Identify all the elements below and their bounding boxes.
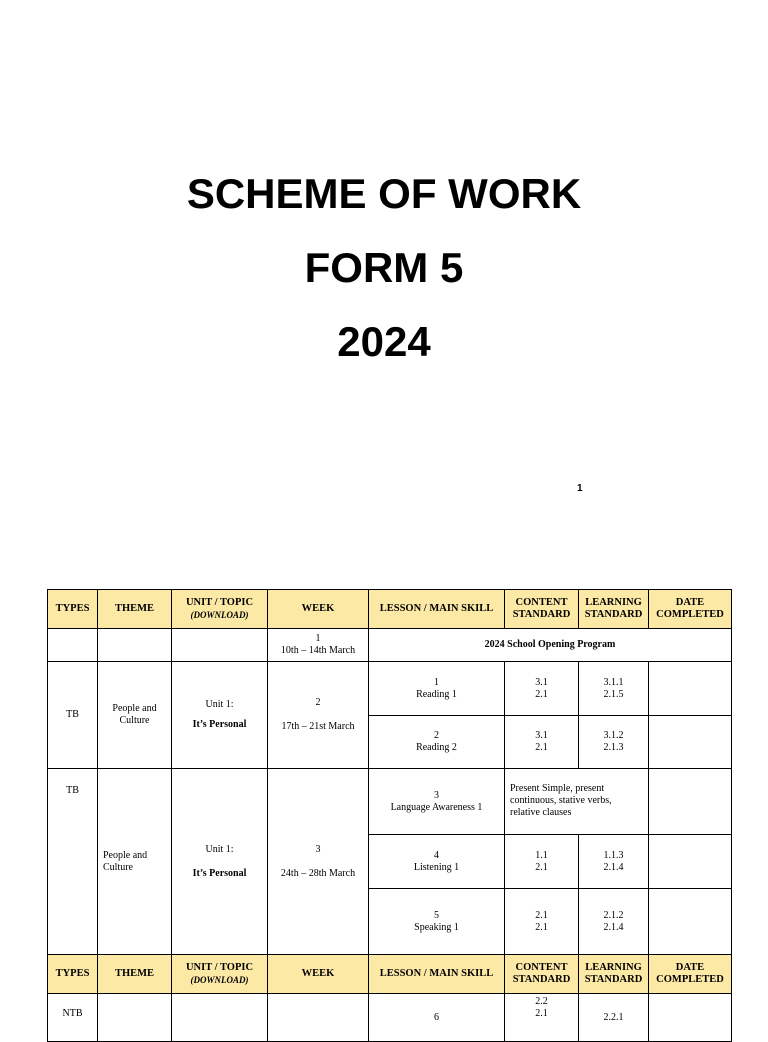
lesson-cell — [369, 835, 505, 889]
lesson-number: 5 — [434, 909, 439, 921]
header-date-line-2: COMPLETED — [656, 609, 724, 620]
learning-standard-cell — [579, 662, 649, 716]
header-content-standard — [505, 590, 579, 629]
content-standard-cell — [505, 835, 579, 889]
learning-standard-cell — [579, 889, 649, 955]
content-standard-value: 2.1 — [535, 921, 548, 933]
page-number: 1 — [577, 483, 583, 494]
week-dates: 10th – 14th March — [280, 645, 356, 656]
document-title-line-3: 2024 — [337, 318, 431, 365]
content-standard-value: 3.1 — [535, 676, 548, 688]
week-number: 3 — [315, 843, 321, 855]
theme-cell — [98, 769, 172, 955]
lesson-number: 1 — [434, 676, 439, 688]
language-focus-line: Present Simple, present — [510, 783, 605, 794]
language-focus-cell — [505, 769, 649, 835]
date-completed-cell[interactable] — [649, 716, 732, 769]
content-standard-cell — [505, 994, 579, 1042]
lesson-cell — [369, 662, 505, 716]
content-standard-value: 2.1 — [535, 861, 548, 873]
content-standard-cell — [505, 662, 579, 716]
lesson-number: 6 — [369, 994, 505, 1042]
header-download-label: (DOWNLOAD) — [190, 610, 249, 620]
cell-empty — [48, 629, 98, 662]
learning-standard-value: 3.1.2 — [603, 730, 624, 741]
content-standard-value: 2.2 — [535, 996, 548, 1007]
type-cell: NTB — [48, 994, 98, 1042]
week-cell — [268, 629, 369, 662]
cell-empty — [172, 629, 268, 662]
learning-standard-cell — [579, 835, 649, 889]
header-learning-line-1: LEARNING — [585, 597, 642, 608]
header-learning-line-1: LEARNING — [585, 962, 642, 973]
header-types: TYPES — [48, 955, 98, 994]
table-header-row — [48, 955, 732, 994]
lesson-number: 2 — [434, 730, 439, 741]
date-completed-cell[interactable] — [649, 769, 732, 835]
learning-standard-value: 2.1.3 — [603, 742, 624, 753]
learning-standard-cell — [579, 994, 649, 1042]
week-cell — [268, 769, 369, 955]
table-row — [48, 629, 732, 662]
language-focus-line: continuous, stative verbs, — [510, 795, 612, 806]
header-date-line-1: DATE — [675, 597, 705, 608]
header-theme: THEME — [98, 590, 172, 629]
header-date-line-1: DATE — [675, 962, 705, 973]
cell-empty — [268, 994, 369, 1042]
topic-label: It’s Personal — [192, 719, 247, 730]
lesson-skill: Reading 2 — [416, 742, 457, 753]
header-unit-topic-label: UNIT / TOPIC — [185, 962, 254, 973]
learning-standard-value: 2.2.1 — [603, 1011, 624, 1023]
lesson-cell — [369, 769, 505, 835]
week-cell — [268, 662, 369, 769]
theme-line-2: Culture — [103, 861, 133, 873]
header-lesson: LESSON / MAIN SKILL — [369, 955, 505, 994]
unit-topic-cell — [172, 769, 268, 955]
lesson-skill: Speaking 1 — [414, 921, 459, 933]
header-week: WEEK — [268, 955, 369, 994]
header-lesson: LESSON / MAIN SKILL — [369, 590, 505, 629]
type-cell: TB — [48, 769, 98, 955]
header-learning-line-2: STANDARD — [584, 974, 643, 985]
header-unit-topic — [172, 955, 268, 994]
header-content-line-1: CONTENT — [515, 597, 568, 608]
scheme-of-work-table — [47, 589, 732, 1042]
header-content-line-1: CONTENT — [515, 962, 568, 973]
content-standard-value: 2.1 — [535, 1008, 548, 1019]
table-row — [48, 662, 732, 716]
content-standard-value: 3.1 — [535, 730, 548, 741]
date-completed-cell[interactable] — [649, 835, 732, 889]
cell-empty — [172, 994, 268, 1042]
lesson-number: 4 — [434, 849, 439, 861]
theme-line-1: People and — [103, 849, 148, 861]
header-content-line-2: STANDARD — [512, 974, 571, 985]
theme-cell — [98, 662, 172, 769]
header-download-label: (DOWNLOAD) — [190, 975, 249, 985]
document-title-line-2: FORM 5 — [304, 244, 464, 291]
learning-standard-value: 2.1.5 — [603, 688, 624, 700]
week-dates: 24th – 28th March — [280, 867, 356, 879]
header-unit-topic-label: UNIT / TOPIC — [185, 597, 254, 608]
header-learning-standard — [579, 590, 649, 629]
lesson-cell — [369, 716, 505, 769]
theme-line-1: People and — [112, 703, 157, 714]
date-completed-cell[interactable] — [649, 889, 732, 955]
content-standard-value: 2.1 — [535, 742, 548, 753]
date-completed-cell[interactable] — [649, 994, 732, 1042]
table-row — [48, 994, 732, 1042]
learning-standard-value: 2.1.4 — [603, 921, 624, 933]
header-types: TYPES — [48, 590, 98, 629]
header-content-line-2: STANDARD — [512, 609, 571, 620]
header-content-standard — [505, 955, 579, 994]
header-theme: THEME — [98, 955, 172, 994]
header-learning-standard — [579, 955, 649, 994]
theme-line-2: Culture — [119, 715, 150, 726]
header-week: WEEK — [268, 590, 369, 629]
content-standard-cell — [505, 716, 579, 769]
table-header-row — [48, 590, 732, 629]
learning-standard-value: 1.1.3 — [603, 849, 624, 861]
lesson-number: 3 — [434, 789, 439, 801]
lesson-skill: Reading 1 — [416, 688, 457, 700]
type-cell: TB — [48, 662, 98, 769]
document-title-line-1: SCHEME OF WORK — [186, 170, 582, 217]
cell-empty — [98, 994, 172, 1042]
lesson-cell — [369, 889, 505, 955]
header-learning-line-2: STANDARD — [584, 609, 643, 620]
unit-label: Unit 1: — [205, 699, 234, 710]
table-row — [48, 769, 732, 835]
language-focus-line: relative clauses — [510, 807, 572, 818]
learning-standard-value: 2.1.2 — [603, 909, 624, 921]
content-standard-cell — [505, 889, 579, 955]
week-number: 1 — [315, 633, 321, 644]
learning-standard-value: 3.1.1 — [603, 676, 624, 688]
week-dates: 17th – 21st March — [281, 721, 355, 732]
learning-standard-cell — [579, 716, 649, 769]
topic-label: It’s Personal — [192, 867, 247, 879]
unit-label: Unit 1: — [205, 843, 234, 855]
header-date-line-2: COMPLETED — [656, 974, 724, 985]
unit-topic-cell — [172, 662, 268, 769]
cell-empty — [98, 629, 172, 662]
learning-standard-value: 2.1.4 — [603, 861, 624, 873]
header-date-completed — [649, 955, 732, 994]
content-standard-value: 1.1 — [535, 849, 548, 861]
lesson-skill: Language Awareness 1 — [390, 801, 483, 813]
header-date-completed — [649, 590, 732, 629]
opening-program-cell: 2024 School Opening Program — [369, 629, 732, 662]
header-unit-topic — [172, 590, 268, 629]
content-standard-value: 2.1 — [535, 688, 548, 700]
date-completed-cell[interactable] — [649, 662, 732, 716]
week-number: 2 — [315, 697, 321, 708]
lesson-skill: Listening 1 — [413, 861, 460, 873]
content-standard-value: 2.1 — [535, 909, 548, 921]
